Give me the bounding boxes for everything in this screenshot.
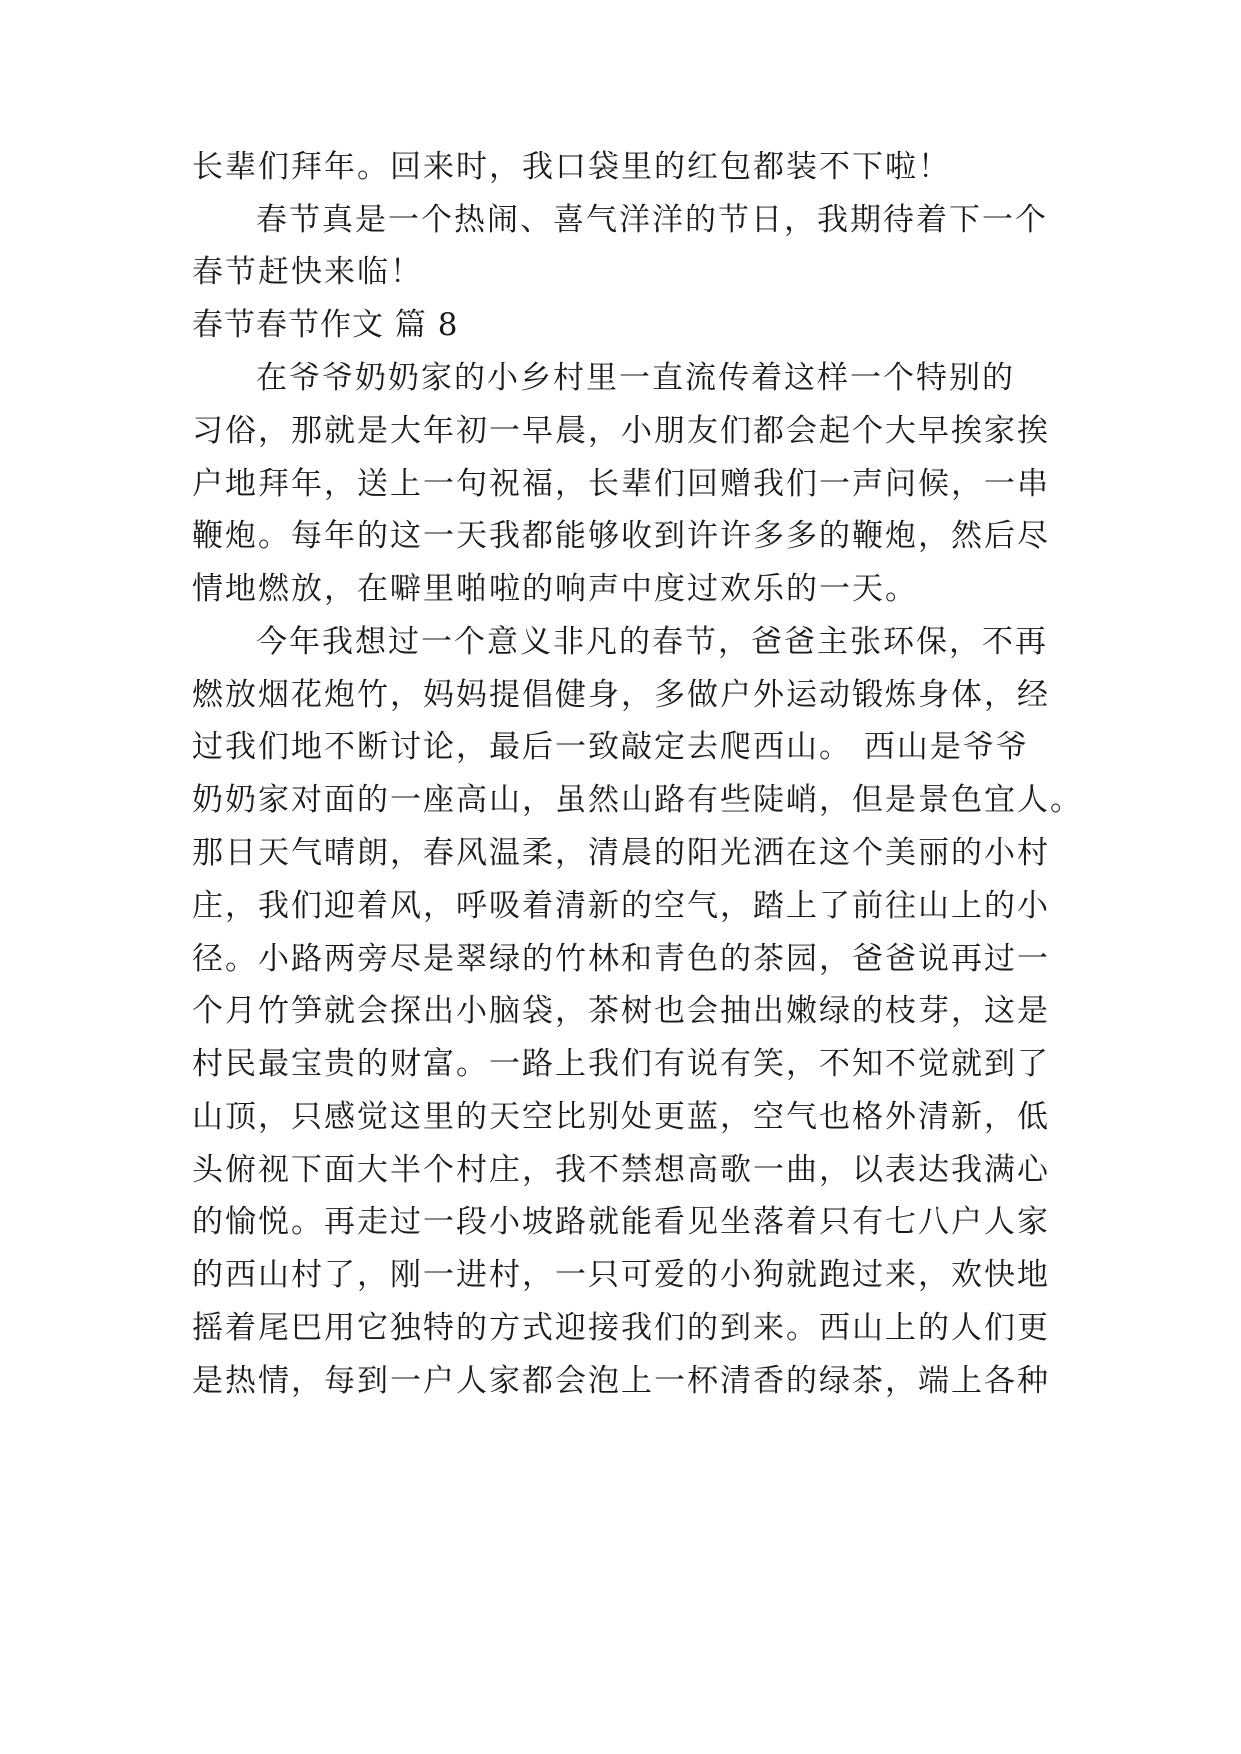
text-line: 的西山村了，刚一进村，一只可爱的小狗就跑过来，欢快地 (192, 1257, 1050, 1293)
paragraph-first-line: 春节真是一个热闹、喜气洋洋的节日，我期待着下一个 (256, 202, 1048, 238)
text-line: 燃放烟花炮竹，妈妈提倡健身，多做户外运动锻炼身体，经 (192, 677, 1050, 713)
text-line: 是热情，每到一户人家都会泡上一杯清香的绿茶，端上各种 (192, 1363, 1050, 1399)
text-line: 径。小路两旁尽是翠绿的竹林和青色的茶园，爸爸说再过一 (192, 941, 1050, 977)
text-line: 庄，我们迎着风，呼吸着清新的空气，踏上了前往山上的小 (192, 888, 1050, 924)
text-line: 摇着尾巴用它独特的方式迎接我们的到来。西山上的人们更 (192, 1310, 1050, 1346)
text-line: 春节赶快来临！ (192, 254, 423, 290)
text-line: 过我们地不断讨论，最后一致敲定去爬西山。 西山是爷爷 (192, 729, 1029, 765)
text-line: 村民最宝贵的财富。一路上我们有说有笑，不知不觉就到了 (192, 1046, 1050, 1082)
text-line: 情地燃放，在噼里啪啦的响声中度过欢乐的一天。 (192, 571, 918, 607)
text-line: 习俗，那就是大年初一早晨，小朋友们都会起个大早挨家挨 (192, 413, 1050, 449)
text-line: 个月竹笋就会探出小脑袋，茶树也会抽出嫩绿的枝芽，这是 (192, 993, 1050, 1029)
text-line: 户地拜年，送上一句祝福，长辈们回赠我们一声问候，一串 (192, 466, 1050, 502)
text-line: 山顶，只感觉这里的天空比别处更蓝，空气也格外清新，低 (192, 1099, 1050, 1135)
text-line: 长辈们拜年。回来时，我口袋里的红包都装不下啦！ (192, 149, 951, 185)
text-line: 那日天气晴朗，春风温柔，清晨的阳光洒在这个美丽的小村 (192, 835, 1050, 871)
text-line: 奶奶家对面的一座高山，虽然山路有些陡峭，但是景色宜人。 (192, 782, 1083, 818)
section-heading: 春节春节作文 篇 8 (192, 307, 459, 343)
text-line: 头俯视下面大半个村庄，我不禁想高歌一曲，以表达我满心 (192, 1152, 1050, 1188)
paragraph-first-line: 在爷爷奶奶家的小乡村里一直流传着这样一个特别的 (256, 360, 1015, 396)
text-line: 鞭炮。每年的这一天我都能够收到许许多多的鞭炮，然后尽 (192, 518, 1050, 554)
paragraph-first-line: 今年我想过一个意义非凡的春节，爸爸主张环保，不再 (256, 624, 1048, 660)
text-line: 的愉悦。再走过一段小坡路就能看见坐落着只有七八户人家 (192, 1204, 1050, 1240)
